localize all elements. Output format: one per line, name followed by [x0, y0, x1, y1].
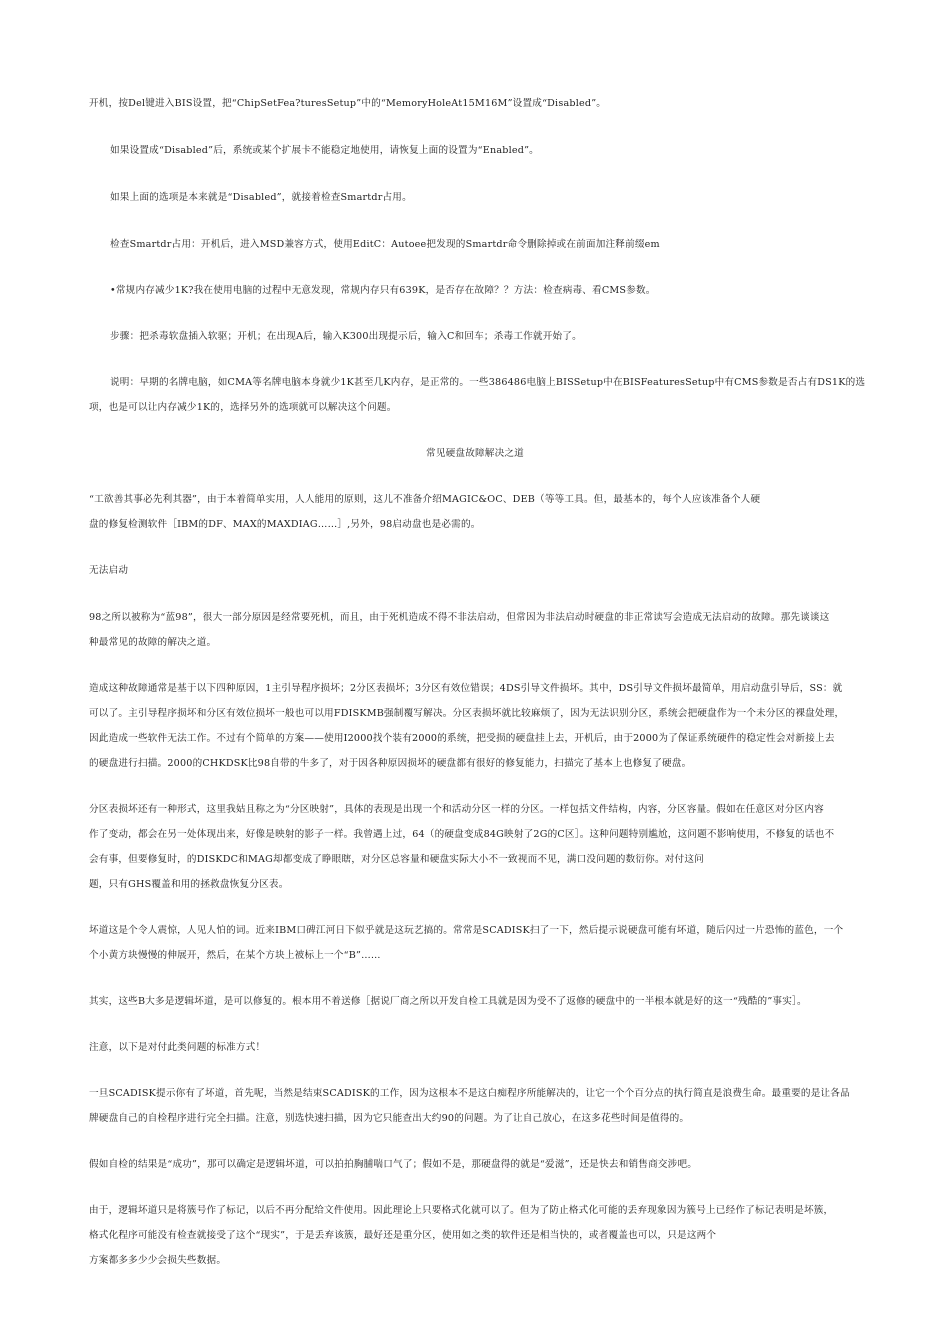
paragraph-line-tools-cont: 盘的修复检测软件［IBM的DF、MAX的MAXDIAG……］,另外，98启动盘也是必需的。: [89, 519, 481, 530]
paragraph-line-format-3: 方案都多多少少会损失些数据。: [89, 1255, 227, 1266]
paragraph-line-partition-map-1: 分区表损坏还有一种形式，这里我姑且称之为“分区映射”，具体的表现是出现一个和活动分区一样的分区。一样包括文件结构，内容，分区容量。假如在任意区对分区内容: [89, 804, 824, 815]
paragraph-line-bad-sector-1: 坏道这是个令人震惊，人见人怕的词。近来IBM口碑江河日下似乎就是这玩艺搞的。常常是SCADISK扫了一下，然后提示说硬盘可能有坏道，随后闪过一片恐怖的蓝色，一个: [89, 925, 844, 936]
section-heading: 常见硬盘故障解决之道: [426, 448, 524, 459]
paragraph-line-bios-memory-hole: 开机，按Del键进入BIS设置，把“ChipSetFea?turesSetup”中的“MemoryHoleAt15M16M”设置成“Disabled”。: [89, 98, 607, 109]
paragraph-line-format-2: 格式化程序可能没有检查就接受了这个“现实”，于是丢弃该簇，最好还是重分区，使用如之类的软件还是相当快的，或者覆盖也可以，只是这两个: [89, 1230, 717, 1241]
paragraph-line-scandisk-2: 牌硬盘自己的自检程序进行完全扫描。注意，别选快速扫描，因为它只能查出大约90的问题。为了让自己放心，在这多花些时间是值得的。: [89, 1113, 690, 1124]
paragraph-line-blue98: 98之所以被称为“蓝98”，很大一部分原因是经常要死机，而且，由于死机造成不得不非法启动，但常因为非法启动时硬盘的非正常读写会造成无法启动的故障。那先谈谈这: [89, 612, 830, 623]
paragraph-line-partition-map-4: 题，只有GHS覆盖和用的拯救盘恢复分区表。: [89, 879, 289, 890]
paragraph-line-partition-map-3: 会有事，但要修复时，的DISKDC和MAG却都变成了睁眼瞎，对分区总容量和硬盘实际大小不一致视而不见，满口没问题的数衍你。对付这问: [89, 854, 704, 865]
paragraph-line-causes-2: 可以了。主引导程序损坏和分区有效位损坏一般也可以用FDISKMB强制覆写解决。分区表损坏就比较麻烦了，因为无法识别分区，系统会把硬盘作为一个未分区的裸盘处理，: [89, 708, 845, 719]
paragraph-line-explanation: 说明：早期的名牌电脑，如CMA等名牌电脑本身就少1K甚至几K内存，是正常的。一些386486电脑上BISSetup中在BISFeaturesSetup中有CMS参数是否占有DS1K的选: [110, 377, 866, 388]
paragraph-line-blue98-cont: 种最常见的故障的解决之道。: [89, 637, 217, 648]
paragraph-line-memory-reduced: •常规内存减少1K?我在使用电脑的过程中无意发现，常规内存只有639K，是否存在故障？？方法：检查病毒、看CMS参数。: [110, 285, 656, 296]
paragraph-line-partition-map-2: 作了变动，都会在另一处体现出来，好像是映射的影子一样。我曾遇上过，64（的硬盘变成84G映射了2G的C区］。这种问题特别尴尬，这问题不影响使用，不修复的话也不: [89, 829, 835, 840]
paragraph-line-check-smartdr: 如果上面的选项是本来就是“Disabled”，就接着检查Smartdr占用。: [110, 192, 412, 203]
paragraph-line-logical-bad: 其实，这些B大多是逻辑坏道，是可以修复的。根本用不着送修［据说厂商之所以开发自检工具就是因为受不了返修的硬盘中的一半根本就是好的这一“残酷的”事实］。: [89, 996, 807, 1007]
paragraph-line-causes-1: 造成这种故障通常是基于以下四种原因，1主引导程序损坏；2分区表损坏；3分区有效位错误；4DS引导文件损坏。其中，DS引导文件损坏最简单，用启动盘引导后，SS：就: [89, 683, 843, 694]
paragraph-line-causes-4: 的硬盘进行扫描。2000的CHKDSK比98自带的牛多了，对于因各种原因损坏的硬盘都有很好的修复能力，扫描完了基本上也修复了硬盘。: [89, 758, 692, 769]
subheading-cannot-boot: 无法启动: [89, 565, 129, 576]
paragraph-line-note: 注意，以下是对付此类问题的标准方式！: [89, 1042, 266, 1053]
paragraph-line-scandisk-1: 一旦SCADISK提示你有了坏道，首先呢，当然是结束SCADISK的工作，因为这根本不是这白痴程序所能解决的，让它一个个百分点的执行简直是浪费生命。最重要的是让各品: [89, 1088, 850, 1099]
paragraph-line-restore-enabled: 如果设置成“Disabled”后，系统或某个扩展卡不能稳定地使用，请恢复上面的设置为“Enabled”。: [110, 145, 539, 156]
paragraph-line-self-check: 假如自检的结果是“成功”，那可以确定是逻辑坏道，可以拍拍胸脯喘口气了；假如不是，那硬盘得的就是“爱滋”，还是快去和销售商交涉吧。: [89, 1159, 698, 1170]
paragraph-line-explanation-cont: 项，也是可以让内存减少1K的，选择另外的选项就可以解决这个问题。: [89, 402, 397, 413]
paragraph-line-smartdr-usage: 检查Smartdr占用：开机后，进入MSD兼容方式，使用EditC：Autoee把发现的Smartdr命令删除掉或在前面加注释前缀em: [110, 239, 660, 250]
paragraph-line-causes-3: 因此造成一些软件无法工作。不过有个简单的方案——使用I2000找个装有2000的系统，把受损的硬盘挂上去，开机后，由于2000为了保证系统硬件的稳定性会对新接上去: [89, 733, 835, 744]
paragraph-line-bad-sector-2: 个小黄方块慢慢的伸展开，然后，在某个方块上被标上一个“B”……: [89, 950, 381, 961]
paragraph-line-format-1: 由于，逻辑坏道只是将簇号作了标记，以后不再分配给文件使用。因此理论上只要格式化就可以了。但为了防止格式化可能的丢弃现象因为簇号上已经作了标记表明是坏簇，: [89, 1205, 834, 1216]
paragraph-line-tools: “工欲善其事必先利其器”，由于本着简单实用，人人能用的原则，这儿不准备介绍MAGIC&OC、DEB（等等工具。但，最基本的，每个人应该准备个人硬: [89, 494, 761, 505]
paragraph-line-steps: 步骤：把杀毒软盘插入软驱；开机；在出现A后，输入K300出现提示后，输入C和回车；杀毒工作就开始了。: [110, 331, 582, 342]
